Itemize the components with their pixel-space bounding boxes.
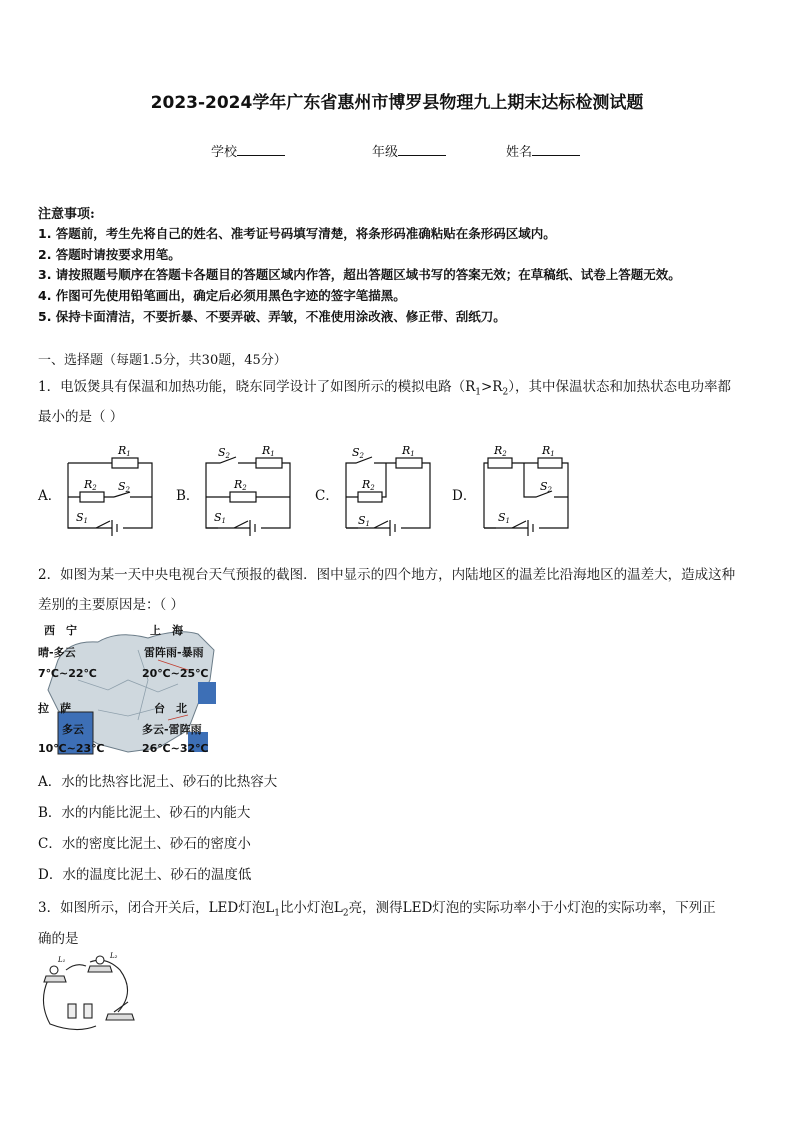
q1-option-d-label[interactable]: D． bbox=[452, 488, 477, 504]
map-xining-temp: 7℃~22℃ bbox=[38, 667, 97, 680]
circuit-c-r2-label: R2 bbox=[362, 478, 375, 492]
circuit-d-s1-label: S1 bbox=[498, 511, 511, 525]
q3-text-c: 亮，测得LED灯泡的实际功率小于小灯泡的实际功率，下列正 bbox=[348, 900, 716, 916]
q3-fig-l2-label: L₂ bbox=[110, 952, 118, 960]
q2-option-c[interactable]: C．水的密度比泥土、砂石的密度小 bbox=[38, 836, 251, 852]
name-label: 姓名 bbox=[506, 145, 533, 160]
circuit-b-s2-label: S2 bbox=[218, 446, 231, 460]
page-title: 2023-2024学年广东省惠州市博罗县物理九上期末达标检测试题 bbox=[150, 93, 644, 113]
circuit-c-s2-label: S2 bbox=[352, 446, 365, 460]
q1-option-b-label[interactable]: B． bbox=[176, 488, 200, 504]
circuit-d-diagram bbox=[476, 440, 576, 540]
map-xining-weather: 晴-多云 bbox=[38, 646, 76, 659]
q3-sub-1: 1 bbox=[274, 908, 280, 919]
weather-map bbox=[38, 620, 218, 757]
circuit-a-diagram bbox=[60, 440, 160, 540]
circuit-a-r1-label: R1 bbox=[118, 444, 131, 458]
q1-line1 bbox=[38, 375, 731, 398]
q2-option-a[interactable]: A．水的比热容比泥土、砂石的比热容大 bbox=[38, 774, 278, 790]
circuit-b-r1-label: R1 bbox=[262, 444, 275, 458]
q3-line1 bbox=[38, 896, 716, 919]
q1-text-a: 1．电饭煲具有保温和加热功能，晓东同学设计了如图所示的模拟电路（R bbox=[38, 379, 476, 395]
q3-text-b: 比小灯泡L bbox=[279, 900, 343, 916]
name-blank[interactable] bbox=[532, 143, 580, 156]
notes-heading: 注意事项: bbox=[38, 207, 95, 222]
map-lasa-weather: 多云 bbox=[62, 723, 84, 736]
circuit-b-s1-label: S1 bbox=[214, 511, 227, 525]
q3-line2: 确的是 bbox=[38, 931, 79, 947]
map-shanghai-temp: 20℃~25℃ bbox=[142, 667, 209, 680]
q2-option-b[interactable]: B．水的内能比泥土、砂石的内能大 bbox=[38, 805, 251, 821]
q3-circuit-figure bbox=[36, 952, 146, 1034]
circuit-d-r1-label: R1 bbox=[542, 444, 555, 458]
q1-sub-1: 1 bbox=[475, 387, 481, 398]
map-lasa-temp: 10℃~23℃ bbox=[38, 742, 105, 755]
note-item-1: 1. 答题前，考生先将自己的姓名、准考证号码填写清楚，将条形码准确粘贴在条形码区域内。 bbox=[38, 226, 556, 241]
q1-option-a-label[interactable]: A． bbox=[38, 488, 62, 504]
map-shanghai-name: 上 海 bbox=[150, 624, 183, 637]
grade-label: 年级 bbox=[372, 145, 399, 160]
q3-sub-2: 2 bbox=[342, 908, 349, 919]
school-blank[interactable] bbox=[237, 143, 285, 156]
name-field bbox=[506, 141, 580, 160]
map-xining-name: 西 宁 bbox=[44, 624, 77, 637]
q2-line1: 2．如图为某一天中央电视台天气预报的截图．图中显示的四个地方，内陆地区的温差比沿海地区的温差大，造成这种 bbox=[38, 567, 736, 583]
note-item-4: 4. 作图可先使用铅笔画出，确定后必须用黑色字迹的签字笔描黑。 bbox=[38, 288, 406, 303]
map-taibei-temp: 26℃~32℃ bbox=[142, 742, 209, 755]
q1-gt: >R bbox=[481, 379, 503, 395]
q2-option-d[interactable]: D．水的温度比泥土、砂石的温度低 bbox=[38, 867, 252, 883]
circuit-d-s2-label: S2 bbox=[540, 480, 553, 494]
q3-fig-l1-label: L₁ bbox=[58, 956, 66, 964]
q1-sub-2: 2 bbox=[502, 387, 509, 398]
circuit-c-s1-label: S1 bbox=[358, 514, 371, 528]
school-field bbox=[211, 141, 285, 160]
q1-option-c-label[interactable]: C． bbox=[315, 488, 339, 504]
circuit-a-r2-label: R2 bbox=[84, 478, 97, 492]
school-label: 学校 bbox=[211, 145, 238, 160]
section-heading: 一、选择题（每题1.5分，共30题，45分） bbox=[38, 353, 287, 368]
circuit-a-s2-label: S2 bbox=[118, 480, 131, 494]
circuit-b-diagram bbox=[198, 440, 298, 540]
note-item-2: 2. 答题时请按要求用笔。 bbox=[38, 247, 181, 262]
q1-line2: 最小的是（ ） bbox=[38, 409, 124, 425]
grade-blank[interactable] bbox=[398, 143, 446, 156]
map-shanghai-weather: 雷阵雨-暴雨 bbox=[144, 646, 204, 659]
q2-line2: 差别的主要原因是：（ ） bbox=[38, 597, 185, 613]
note-item-5: 5. 保持卡面清洁，不要折暴、不要弄破、弄皱，不准使用涂改液、修正带、刮纸刀。 bbox=[38, 309, 506, 324]
circuit-a-s1-label: S1 bbox=[76, 511, 89, 525]
map-lasa-name: 拉 萨 bbox=[38, 702, 71, 715]
circuit-b-r2-label: R2 bbox=[234, 478, 247, 492]
q1-text-b: ），其中保温状态和加热状态电功率都 bbox=[508, 379, 731, 395]
circuit-c-diagram bbox=[338, 440, 438, 540]
map-taibei-name: 台 北 bbox=[154, 702, 187, 715]
circuit-d-r2-label: R2 bbox=[494, 444, 507, 458]
q3-text-a: 3．如图所示，闭合开关后，LED灯泡L bbox=[38, 900, 275, 916]
map-taibei-weather: 多云-雷阵雨 bbox=[142, 723, 202, 736]
note-item-3: 3. 请按照题号顺序在答题卡各题目的答题区域内作答，超出答题区域书写的答案无效；在草稿纸、试卷上答题无效。 bbox=[38, 267, 681, 282]
grade-field bbox=[372, 141, 446, 160]
circuit-c-r1-label: R1 bbox=[402, 444, 415, 458]
